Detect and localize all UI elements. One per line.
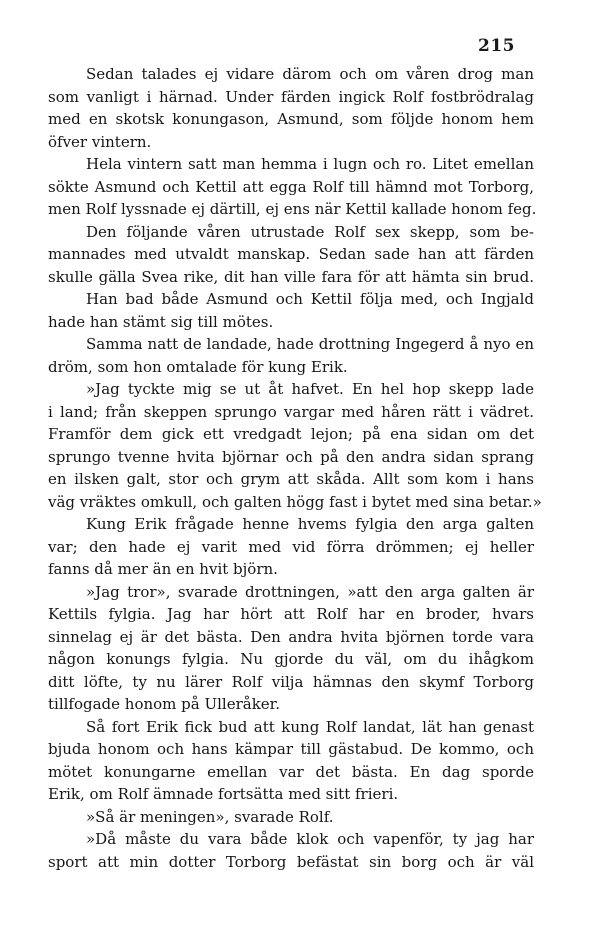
text-line: »Jag tyckte mig se ut åt hafvet. En hel hop skepp lade [86, 380, 534, 398]
text-line: skulle gälla Svea rike, dit han ville fara för att hämta sin brud. [48, 267, 534, 286]
text-line: ditt löfte, ty nu lärer Rolf vilja hämnas den skymf Torborg [48, 672, 534, 691]
text-line: var; den hade ej varit med vid förra drömmen; ej heller [48, 537, 534, 556]
text-line: öfver vintern. [48, 132, 152, 151]
text-line: i land; från skeppen sprungo vargar med håren rätt i vädret. [48, 402, 534, 421]
text-line: Han bad både Asmund och Kettil följa med, och Ingjald [86, 290, 534, 308]
text-line: sökte Asmund och Kettil att egga Rolf till hämnd mot Torborg, [48, 177, 534, 196]
text-line: Den följande våren utrustade Rolf sex skepp, som be- [86, 222, 534, 241]
text-line: Sedan talades ej vidare därom och om våren drog man [86, 65, 534, 83]
text-line: »Jag tror», svarade drottningen, »att den arga galten är [86, 582, 534, 601]
text-line: tillfogade honom på Ulleråker. [48, 695, 280, 713]
text-line: men Rolf lyssnade ej därtill, ej ens när Kettil kallade honom feg. [48, 200, 537, 218]
text-line: Kung Erik frågade henne hvems fylgia den arga galten [86, 515, 534, 533]
page-number: 215 [478, 36, 515, 56]
text-line: fanns då mer än en hvit björn. [48, 560, 278, 578]
text-line: Så fort Erik fick bud att kung Rolf landat, lät han genast [86, 717, 534, 736]
text-line: hade han stämt sig till mötes. [48, 312, 274, 331]
text-line: dröm, som hon omtalade för kung Erik. [48, 357, 348, 376]
text-line: »Då måste du vara både klok och vapenför, ty jag har [86, 830, 534, 848]
body-text [48, 63, 542, 873]
text-line: Framför dem gick ett vredgadt lejon; på ena sidan om det [48, 425, 534, 443]
text-line: mötet konungarne emellan var det bästa. En dag sporde [48, 762, 534, 781]
text-line: bjuda honom och hans kämpar till gästabud. De kommo, och [48, 740, 534, 758]
text-line: Kettils fylgia. Jag har hört att Rolf har en broder, hvars [48, 605, 534, 623]
text-line: Hela vintern satt man hemma i lugn och ro. Litet emellan [86, 155, 534, 173]
text-line: sinnelag ej är det bästa. Den andra hvita björnen torde vara [48, 627, 534, 646]
text-line: en ilsken galt, stor och grym att skåda. Allt som kom i hans [48, 470, 534, 488]
text-line: sport att min dotter Torborg befästat sin borg och är väl [48, 852, 534, 871]
text-line: Erik, om Rolf ämnade fortsätta med sitt frieri. [48, 785, 399, 803]
text-line: sprungo tvenne hvita björnar och på den andra sidan sprang [48, 447, 534, 466]
text-line: som vanligt i härnad. Under färden ingick Rolf fostbrödralag [48, 87, 534, 106]
text-line: Samma natt de landade, hade drottning Ingegerd å nyo en [86, 335, 534, 353]
text-line: »Så är meningen», svarade Rolf. [86, 807, 334, 826]
text-line: någon konungs fylgia. Nu gjorde du väl, om du ihågkom [48, 650, 534, 668]
text-line: med en skotsk konungason, Asmund, som följde honom hem [48, 110, 534, 128]
text-line: väg vräktes omkull, och galten högg fast i bytet med sina betar.» [48, 492, 542, 511]
text-line: mannades med utvaldt manskap. Sedan sade han att färden [48, 245, 534, 263]
